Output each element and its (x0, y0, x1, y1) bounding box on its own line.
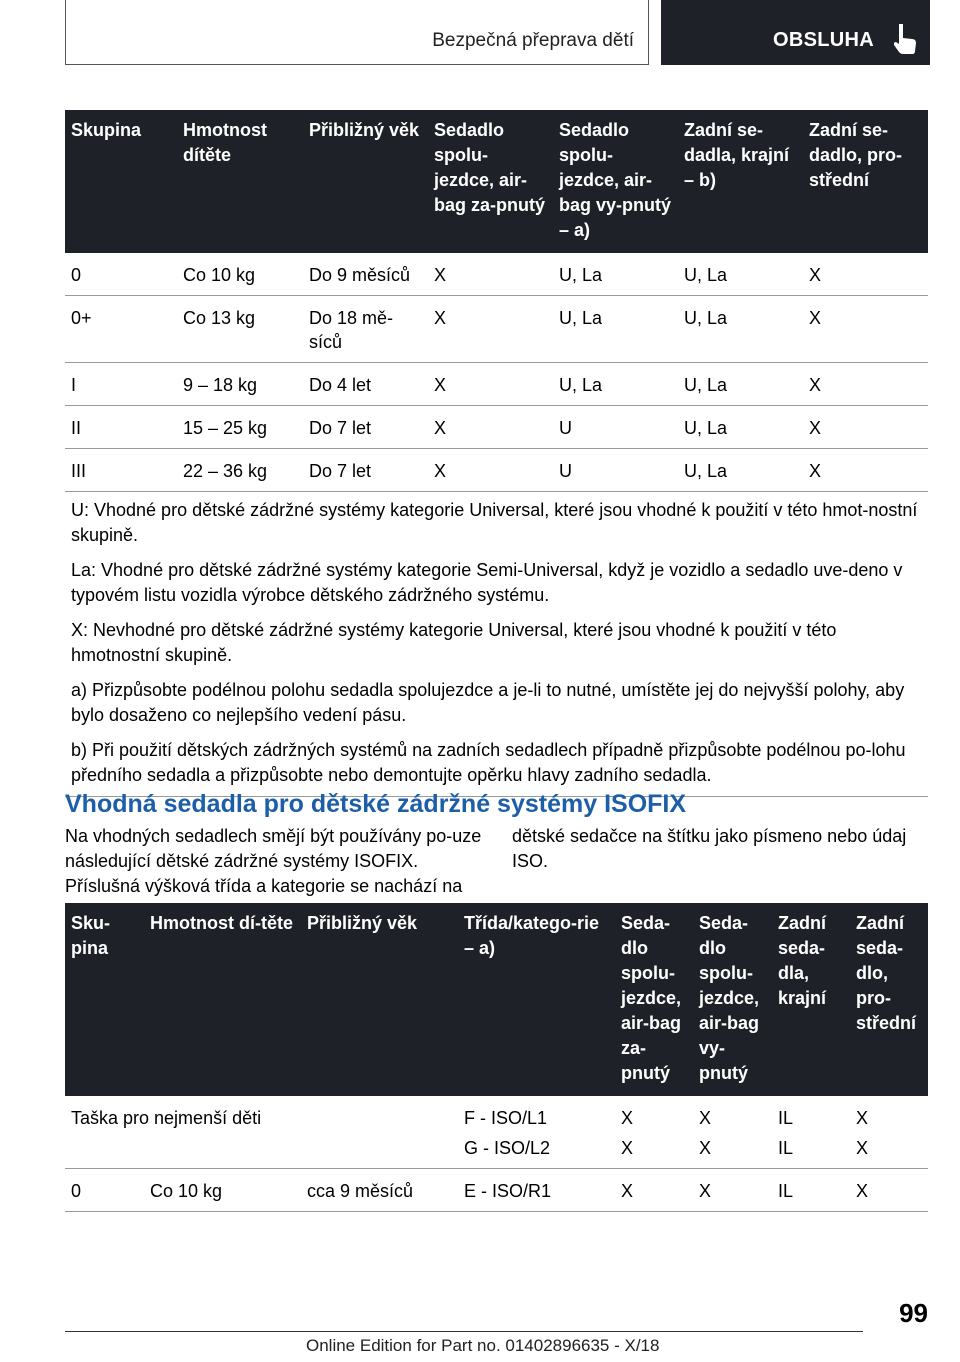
table-cell: G - ISO/L2 (458, 1132, 615, 1169)
section-title: Bezpečná přeprava dětí (432, 30, 634, 51)
col-header-front-airbag-off: Sedadlo spolu-jezdce, air-bag vy-pnutý – a) (553, 110, 678, 253)
table-cell: X (803, 253, 928, 296)
table-cell: X (615, 1132, 693, 1169)
col-header-front-airbag-off: Seda-dlo spolu-jezdce, air-bag vy-pnutý (693, 903, 772, 1096)
chapter-title: OBSLUHA (773, 29, 874, 51)
header-chapter-box (661, 0, 930, 65)
table-cell: I (65, 363, 177, 406)
col-header-rear-middle: Zadní seda-dlo, pro-střední (850, 903, 928, 1096)
table-cell: E - ISO/R1 (458, 1169, 615, 1212)
col-header-weight: Hmotnost dítěte (177, 110, 303, 253)
table-cell: X (428, 253, 553, 296)
table-cell: U (553, 449, 678, 492)
isofix-intro-col2: dětské sedačce na štítku jako písmeno nebo údaj ISO. (512, 826, 907, 871)
table-cell: X (428, 363, 553, 406)
table-row (65, 1169, 928, 1212)
table-cell: X (856, 1108, 869, 1128)
col-header-weight: Hmotnost dí-těte (144, 903, 301, 1096)
table-cell: Do 7 let (303, 449, 428, 492)
table-cell: X (699, 1108, 712, 1128)
table-cell: U, La (553, 363, 678, 406)
table-cell: 22 – 36 kg (177, 449, 303, 492)
table-cell: X (621, 1108, 634, 1128)
header-section-box (65, 0, 649, 65)
table-row (65, 406, 928, 449)
col-header-class: Třída/katego-rie – a) (458, 903, 615, 1096)
table-cell: U (553, 406, 678, 449)
table-cell: Co 10 kg (144, 1169, 301, 1212)
table-notes-row (65, 492, 928, 797)
table-cell-merged: Taška pro nejmenší děti (65, 1096, 458, 1169)
note-unsuitable: X: Nevhodné pro dětské zádržné systémy kategorie Universal, které jsou vhodné k použití v této hmotnostní skupině. (71, 620, 837, 665)
table-cell: X (693, 1169, 772, 1212)
table-cell: Do 7 let (303, 406, 428, 449)
table-cell: U, La (678, 296, 803, 363)
table-cell: IL (772, 1169, 850, 1212)
note-universal: U: Vhodné pro dětské zádržné systémy kategorie Universal, které jsou vhodné k použití v této hmot-nostní skupině. (71, 500, 918, 545)
footer-edition: Online Edition for Part no. 01402896635 - X/18 (306, 1336, 660, 1355)
table-cell: X (428, 296, 553, 363)
table-cell: X (803, 296, 928, 363)
child-seat-table (65, 110, 928, 797)
table-cell: 15 – 25 kg (177, 406, 303, 449)
table-cell: X (615, 1169, 693, 1212)
table-cell: U, La (678, 363, 803, 406)
table-header-row (65, 903, 928, 1096)
table-cell: U, La (553, 253, 678, 296)
col-header-rear-outer: Zadní seda-dla, krajní (772, 903, 850, 1096)
col-header-rear-middle: Zadní se-dadlo, pro-střední (803, 110, 928, 253)
table-cell: F - ISO/L1 (464, 1108, 548, 1128)
table-cell: X (803, 449, 928, 492)
col-header-age: Přibližný věk (301, 903, 458, 1096)
table-cell: U, La (678, 406, 803, 449)
table-cell: Do 18 mě-síců (303, 296, 428, 363)
table-cell: X (850, 1132, 928, 1169)
table-cell: X (428, 406, 553, 449)
table-cell: X (803, 406, 928, 449)
table-cell: Do 4 let (303, 363, 428, 406)
table-row (65, 1096, 928, 1132)
table-notes (65, 492, 928, 797)
col-header-front-airbag-on: Sedadlo spolu-jezdce, air-bag za-pnutý (428, 110, 553, 253)
isofix-intro-col1: Na vhodných sedadlech smějí být používány po-uze následující dětské zádržné systémy ISOFIX. Příslušná výšková třída a kategorie se nachází na (65, 826, 482, 896)
table-row (65, 449, 928, 492)
table-cell: U, La (553, 296, 678, 363)
table-cell: II (65, 406, 177, 449)
table-cell: U, La (678, 253, 803, 296)
table-cell: cca 9 měsíců (301, 1169, 458, 1212)
table-cell: IL (772, 1132, 850, 1169)
col-header-front-airbag-on: Seda-dlo spolu-jezdce, air-bag za-pnutý (615, 903, 693, 1096)
col-header-group: Skupina (65, 110, 177, 253)
table-cell: III (65, 449, 177, 492)
table-row (65, 296, 928, 363)
table-cell: Co 13 kg (177, 296, 303, 363)
col-header-group: Sku-pina (65, 903, 144, 1096)
col-header-rear-outer: Zadní se-dadla, krajní – b) (678, 110, 803, 253)
table-cell: X (850, 1169, 928, 1212)
note-semi-universal: La: Vhodné pro dětské zádržné systémy kategorie Semi-Universal, když je vozidlo a sedadlo uve-deno v typovém listu vozidla výrobce dětského zádržného systému. (71, 560, 903, 605)
table-cell: IL (778, 1108, 794, 1128)
table-cell: 9 – 18 kg (177, 363, 303, 406)
table-cell: 0 (65, 1169, 144, 1212)
table-row (65, 363, 928, 406)
table-cell: U, La (678, 449, 803, 492)
table-header-row (65, 110, 928, 253)
table-cell: Co 10 kg (177, 253, 303, 296)
col-header-age: Přibližný věk (303, 110, 428, 253)
table-cell: 0 (65, 253, 177, 296)
isofix-table (65, 903, 928, 1212)
note-a: a) Přizpůsobte podélnou polohu sedadla spolujezdce a je-li to nutné, umístěte jej do nejvyšší polohy, aby bylo dosaženo co nejlepšího vedení pásu. (71, 680, 905, 725)
table-cell: X (693, 1132, 772, 1169)
table-row (65, 253, 928, 296)
table-cell: X (803, 363, 928, 406)
table-cell: Do 9 měsíců (303, 253, 428, 296)
page-number: 99 (899, 1298, 928, 1328)
isofix-section-title: Vhodná sedadla pro dětské zádržné systémy ISOFIX (65, 790, 687, 818)
table-cell: 0+ (65, 296, 177, 363)
table-cell: X (428, 449, 553, 492)
note-b: b) Při použití dětských zádržných systémů na zadních sedadlech případně přizpůsobte podélnou po-lohu předního sedadla a přizpůsobte nebo demontujte opěrku hlavy zadního sedadla. (71, 740, 906, 785)
footer-divider (65, 1331, 863, 1332)
pointing-hand-icon (894, 24, 918, 54)
